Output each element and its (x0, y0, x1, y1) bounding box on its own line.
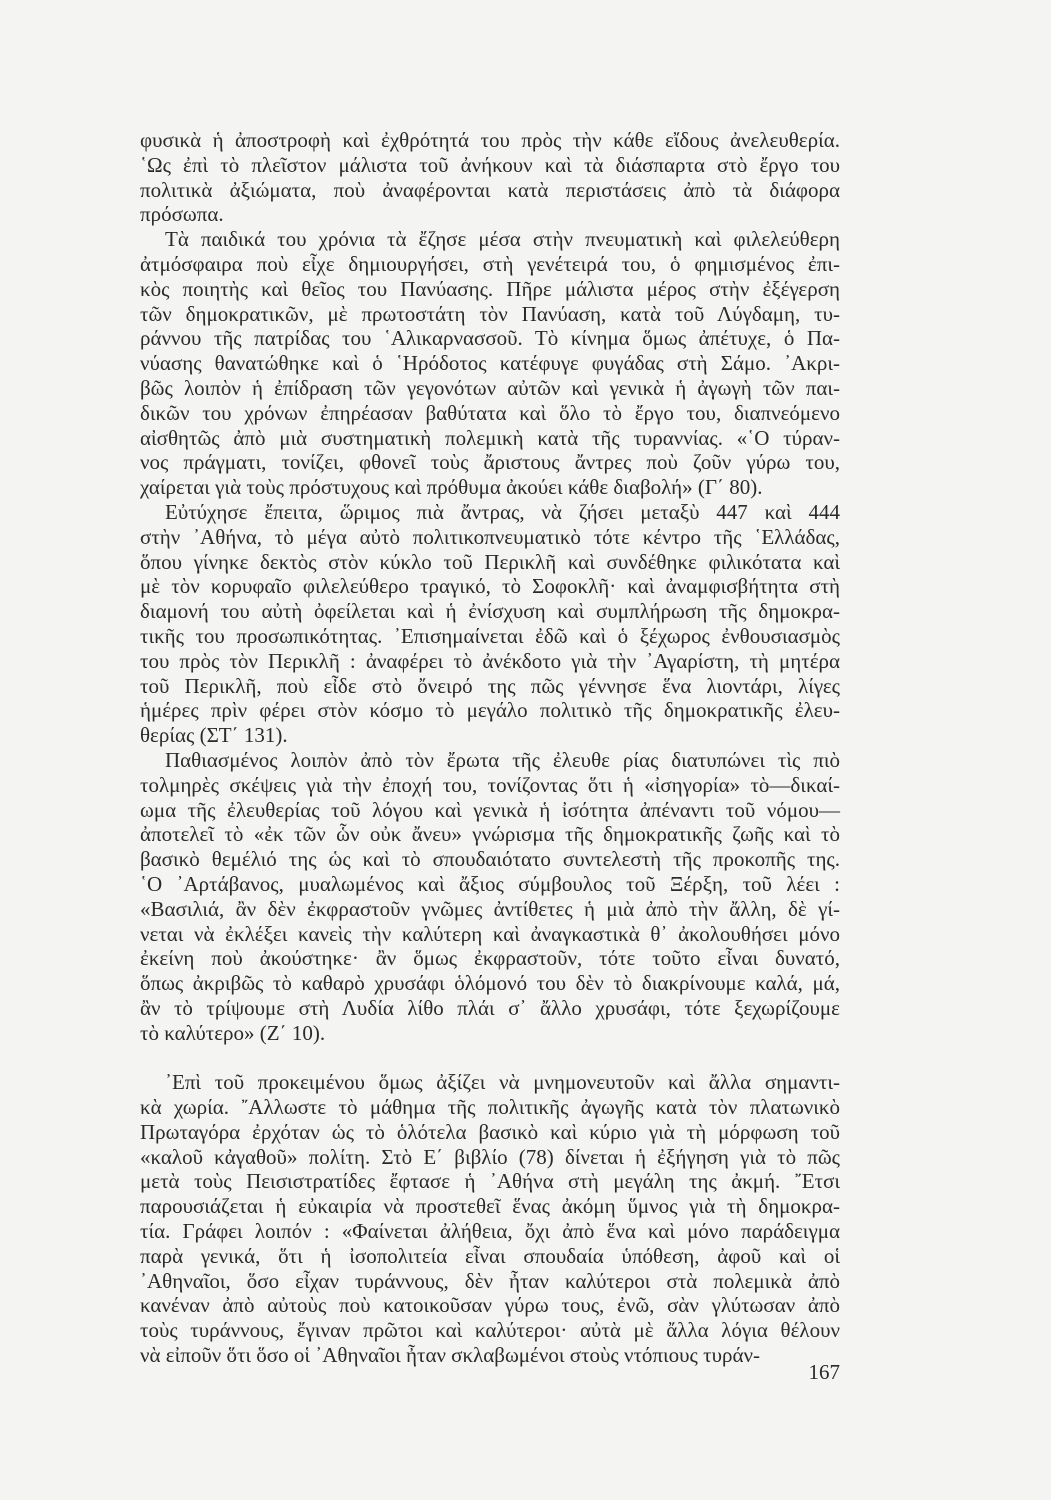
paragraph (140, 1070, 840, 1368)
text-line: τοῦ Περικλῆ, ποὺ εἶδε στὸ ὄνειρό της πῶς γέννησε ἕνα λιοντάρι, λίγες (140, 673, 840, 698)
text-line: ῾Ως ἐπὶ τὸ πλεῖστον μάλιστα τοῦ ἀνήκουν καὶ τὰ διάσπαρτα στὸ ἔργο του (140, 152, 840, 177)
text-line: τικῆς του προσωπικότητας. ᾿Επισημαίνεται ἐδῶ καὶ ὁ ξέχωρος ἐνθουσιασμὸς (140, 623, 840, 648)
text-line: «Βασιλιά, ἂν δὲν ἐκφραστοῦν γνῶμες ἀντίθετες ἡ μιὰ ἀπὸ τὴν ἄλλη, δὲ γί- (140, 896, 840, 921)
text-line: ὅπου γίνηκε δεκτὸς στὸν κύκλο τοῦ Περικλῆ καὶ συνδέθηκε φιλικότατα καὶ (140, 549, 840, 574)
text-line: Πρωταγόρα ἐρχόταν ὡς τὸ ὁλότελα βασικὸ καὶ κύριο γιὰ τὴ μόρφωση τοῦ (140, 1119, 840, 1144)
page-body (140, 128, 840, 1368)
paragraph (140, 748, 840, 1046)
text-line: ῾Ο ᾿Αρτάβανος, μυαλωμένος καὶ ἄξιος σύμβουλος τοῦ Ξέρξη, τοῦ λέει : (140, 871, 840, 896)
text-line: Τὰ παιδικά του χρόνια τὰ ἔζησε μέσα στὴν πνευματικὴ καὶ φιλελεύθερη (165, 227, 840, 252)
text-line: θερίας (ΣΤ΄ 131). (140, 723, 288, 748)
text-line: νος πράγματι, τονίζει, φθονεῖ τοὺς ἄριστους ἄντρες ποὺ ζοῦν γύρω του, (140, 450, 840, 475)
text-line: δικῶν του χρόνων ἐπηρέασαν βαθύτατα καὶ ὅλο τὸ ἔργο του, διαπνεόμενο (140, 400, 840, 425)
text-line: μὲ τὸν κορυφαῖο φιλελεύθερο τραγικό, τὸ Σοφοκλῆ· καὶ ἀναμφισβήτητα στὴ (140, 574, 840, 599)
paragraph-spacer (140, 1045, 840, 1070)
text-line: χαίρεται γιὰ τοὺς πρόστυχους καὶ πρόθυμα ἀκούει κάθε διαβολή» (Γ΄ 80). (140, 475, 763, 500)
paragraph (140, 128, 840, 227)
text-line: ἂν τὸ τρίψουμε στὴ Λυδία λίθο πλάι σ᾿ ἄλλο χρυσάφι, τότε ξεχωρίζουμε (140, 995, 840, 1020)
text-line: μετὰ τοὺς Πεισιστρατίδες ἔφτασε ἡ ᾿Αθήνα στὴ μεγάλη της ἀκμή. ῎Ετσι (140, 1169, 840, 1194)
text-line: νὰ εἰποῦν ὅτι ὅσο οἱ ᾿Αθηναῖοι ἦταν σκλαβωμένοι στοὺς ντόπιους τυράν- (140, 1343, 760, 1368)
text-line: βασικὸ θεμέλιό της ὡς καὶ τὸ σπουδαιότατο συντελεστὴ τῆς προκοπῆς της. (140, 847, 840, 872)
paragraph (140, 227, 840, 500)
text-line: τοὺς τυράννους, ἔγιναν πρῶτοι καὶ καλύτεροι· αὐτὰ μὲ ἄλλα λόγια θέλουν (140, 1318, 840, 1343)
text-line: αἰσθητῶς ἀπὸ μιὰ συστηματικὴ πολεμικὴ κατὰ τῆς τυραννίας. «῾Ο τύραν- (140, 425, 840, 450)
text-line: «καλοῦ κἀγαθοῦ» πολίτη. Στὸ Ε΄ βιβλίο (78) δίνεται ἡ ἐξήγηση γιὰ τὸ πῶς (140, 1144, 840, 1169)
text-line: ᾿Αθηναῖοι, ὅσο εἶχαν τυράννους, δὲν ἦταν καλύτεροι στὰ πολεμικὰ ἀπὸ (140, 1268, 840, 1293)
text-line: Παθιασμένος λοιπὸν ἀπὸ τὸν ἔρωτα τῆς ἐλευθε ρίας διατυπώνει τὶς πιὸ (165, 747, 840, 772)
text-line: τολμηρὲς σκέψεις γιὰ τὴν ἐποχή του, τονίζοντας ὅτι ἡ «ἰσηγορία» τὸ—δικαί- (140, 772, 840, 797)
paragraph (140, 500, 840, 748)
text-line: Εὐτύχησε ἔπειτα, ὥριμος πιὰ ἄντρας, νὰ ζήσει μεταξὺ 447 καὶ 444 (165, 499, 840, 524)
text-line: κὰ χωρία. ῎Αλλωστε τὸ μάθημα τῆς πολιτικῆς ἀγωγῆς κατὰ τὸν πλατωνικὸ (140, 1095, 840, 1120)
text-line: τῶν δημοκρατικῶν, μὲ πρωτοστάτη τὸν Πανύαση, κατὰ τοῦ Λύγδαμη, τυ- (140, 301, 840, 326)
text-line: στὴν ᾿Αθήνα, τὸ μέγα αὐτὸ πολιτικοπνευματικὸ τότε κέντρο τῆς ῾Ελλάδας, (140, 524, 840, 549)
text-line: ἡμέρες πρὶν φέρει στὸν κόσμο τὸ μεγάλο πολιτικὸ τῆς δημοκρατικῆς ἐλευ- (140, 698, 840, 723)
text-line: ᾿Επὶ τοῦ προκειμένου ὅμως ἀξίζει νὰ μνημονευτοῦν καὶ ἄλλα σημαντι- (165, 1070, 840, 1095)
text-line: παρὰ γενικά, ὅτι ἡ ἰσοπολιτεία εἶναι σπουδαία ὑπόθεση, ἀφοῦ καὶ οἱ (140, 1243, 840, 1268)
page-number: 167 (808, 1360, 840, 1384)
text-line: ἀποτελεῖ τὸ «ἐκ τῶν ὧν οὐκ ἄνευ» γνώρισμα τῆς δημοκρατικῆς ζωῆς καὶ τὸ (140, 822, 840, 847)
text-line: βῶς λοιπὸν ἡ ἐπίδραση τῶν γεγονότων αὐτῶν καὶ γενικὰ ἡ ἀγωγὴ τῶν παι- (140, 375, 840, 400)
text-line: φυσικὰ ἡ ἀποστροφὴ καὶ ἐχθρότητά του πρὸς τὴν κάθε εἴδους ἀνελευθερία. (140, 128, 840, 152)
text-line: πολιτικὰ ἀξιώματα, ποὺ ἀναφέρονται κατὰ περιστάσεις ἀπὸ τὰ διάφορα (140, 177, 840, 202)
text-line: νύασης θανατώθηκε καὶ ὁ ῾Ηρόδοτος κατέφυγε φυγάδας στὴ Σάμο. ᾿Ακρι- (140, 351, 840, 376)
text-line: ἀτμόσφαιρα ποὺ εἶχε δημιουργήσει, στὴ γενέτειρά του, ὁ φημισμένος ἐπι- (140, 251, 840, 276)
text-line: κανέναν ἀπὸ αὐτοὺς ποὺ κατοικοῦσαν γύρω τους, ἐνῶ, σὰν γλύτωσαν ἀπὸ (140, 1293, 840, 1318)
text-line: ἐκείνη ποὺ ἀκούστηκε· ἂν ὅμως ἐκφραστοῦν, τότε τοῦτο εἶναι δυνατό, (140, 946, 840, 971)
text-line: παρουσιάζεται ἡ εὐκαιρία νὰ προστεθεῖ ἕνας ἀκόμη ὕμνος γιὰ τὴ δημοκρα- (140, 1194, 840, 1219)
text-line: τὸ καλύτερο» (Ζ΄ 10). (140, 1020, 326, 1045)
text-line: νεται νὰ ἐκλέξει κανεὶς τὴν καλύτερη καὶ ἀναγκαστικὰ θ᾿ ἀκολουθήσει μόνο (140, 921, 840, 946)
text-line: τία. Γράφει λοιπόν : «Φαίνεται ἀλήθεια, ὄχι ἀπὸ ἕνα καὶ μόνο παράδειγμα (140, 1219, 840, 1244)
text-line: πρόσωπα. (140, 202, 224, 227)
text-line: κὸς ποιητὴς καὶ θεῖος του Πανύασης. Πῆρε μάλιστα μέρος στὴν ἐξέγερση (140, 276, 840, 301)
text-line: ράννου τῆς πατρίδας του ῾Αλικαρνασσοῦ. Τὸ κίνημα ὅμως ἀπέτυχε, ὁ Πα- (140, 326, 840, 351)
text-line: ωμα τῆς ἐλευθερίας τοῦ λόγου καὶ γενικὰ ἡ ἰσότητα ἀπέναντι τοῦ νόμου— (140, 797, 840, 822)
text-line: διαμονή του αὐτὴ ὀφείλεται καὶ ἡ ἐνίσχυση καὶ συμπλήρωση τῆς δημοκρα- (140, 599, 840, 624)
text-line: ὅπως ἀκριβῶς τὸ καθαρὸ χρυσάφι ὁλόμονό του δὲν τὸ διακρίνουμε καλά, μά, (140, 971, 840, 996)
text-line: του πρὸς τὸν Περικλῆ : ἀναφέρει τὸ ἀνέκδοτο γιὰ τὴν ᾿Αγαρίστη, τὴ μητέρα (140, 648, 840, 673)
